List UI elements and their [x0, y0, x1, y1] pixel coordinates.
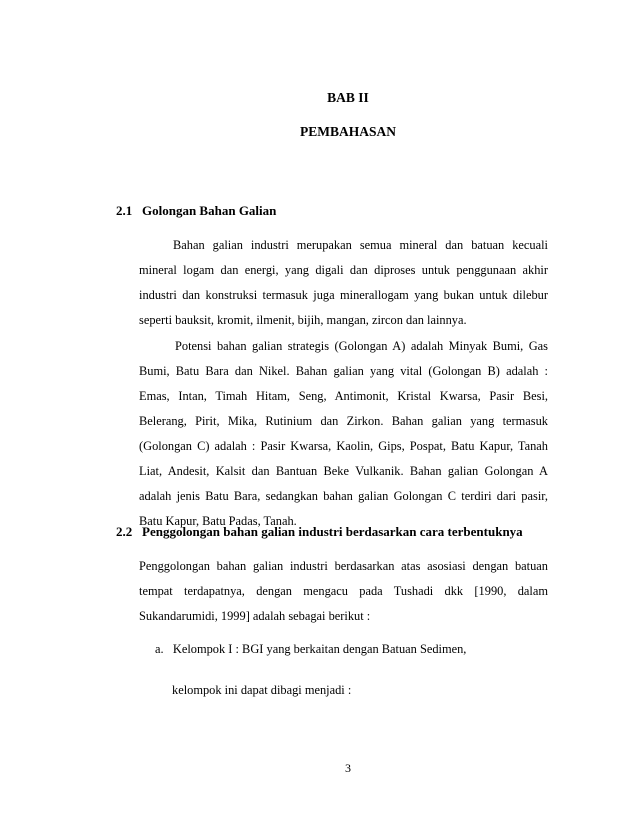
- text-line: Penggolongan bahan galian industri berdasarkan atas asosiasi dengan batuan: [139, 559, 548, 573]
- text-line: Potensi bahan galian strategis (Golongan A) adalah Minyak Bumi, Gas: [175, 339, 548, 353]
- text-line: tempat terdapatnya, dengan mengacu pada Tushadi dkk [1990, dalam: [139, 584, 548, 598]
- paragraph-penggolongan: [139, 554, 548, 629]
- text-line: Bahan galian industri merupakan semua mineral dan batuan kecuali: [173, 238, 548, 252]
- section-title: Penggolongan bahan galian industri berdasarkan cara terbentuknya: [142, 524, 523, 539]
- section-heading-2-2: [116, 524, 523, 540]
- chapter-title: PEMBAHASAN: [299, 124, 396, 139]
- chapter-label: BAB II: [327, 90, 369, 105]
- page-number: 3: [345, 761, 351, 775]
- text-line: Liat, Andesit, Kalsit dan Bantuan Beke Vulkanik. Bahan galian Golongan A: [139, 464, 548, 478]
- paragraph-potensi: [139, 334, 548, 534]
- section-number: 2.1: [116, 203, 133, 218]
- text-line: adalah jenis Batu Bara, sedangkan bahan galian Golongan C terdiri dari pasir,: [139, 489, 548, 503]
- text-line: Bumi, Batu Bara dan Nikel. Bahan galian yang vital (Golongan B) adalah :: [139, 364, 548, 378]
- section-number: 2.2: [116, 524, 133, 539]
- text-line: industri dan konstruksi termasuk juga minerallogam yang bukan untuk dilebur: [139, 288, 548, 302]
- text-line: (Golongan C) adalah : Pasir Kwarsa, Kaolin, Gips, Pospat, Batu Kapur, Tanah: [139, 439, 548, 453]
- section-heading-2-1: [116, 203, 276, 219]
- list-item-a-subtext: kelompok ini dapat dibagi menjadi :: [172, 683, 352, 697]
- text-line: Belerang, Pirit, Mika, Rutinium dan Zirkon. Bahan galian yang termasuk: [139, 414, 548, 428]
- list-item-a: a. Kelompok I : BGI yang berkaitan dengan Batuan Sedimen,: [155, 642, 467, 656]
- section-title: Golongan Bahan Galian: [142, 203, 277, 218]
- text-line: Emas, Intan, Timah Hitam, Seng, Antimonit, Kristal Kwarsa, Pasir Besi,: [139, 389, 548, 403]
- paragraph-bahan-galian: [139, 233, 548, 333]
- text-line: seperti bauksit, kromit, ilmenit, bijih, mangan, zircon dan lainnya.: [139, 313, 467, 327]
- text-line: mineral logam dan energi, yang digali dan diproses untuk penggunaan akhir: [139, 263, 548, 277]
- text-line: Sukandarumidi, 1999] adalah sebagai berikut :: [139, 609, 371, 623]
- text-line: Batu Kapur, Batu Padas, Tanah.: [139, 514, 297, 528]
